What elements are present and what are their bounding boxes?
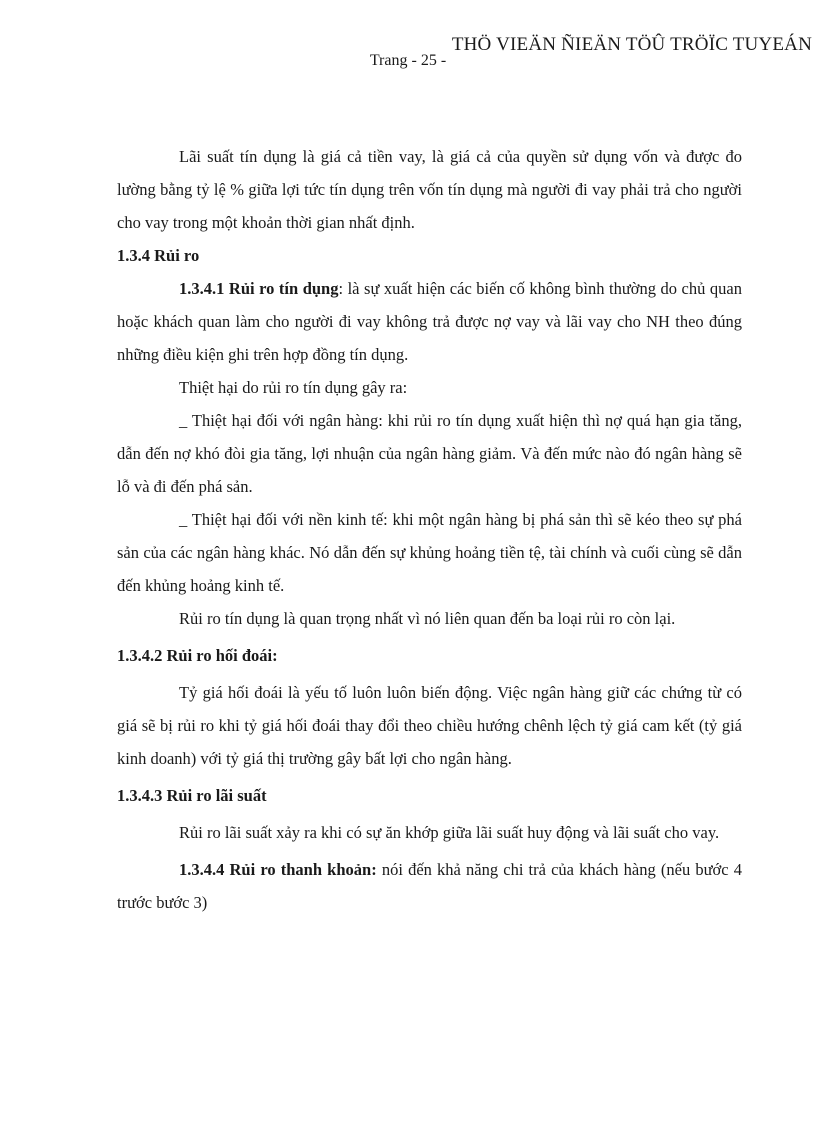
heading-1-3-4-3	[117, 775, 742, 816]
paragraph-interest-risk: Rủi ro lãi suất xảy ra khi có sự ăn khớp giữa lãi suất huy động và lãi suất cho vay.	[179, 823, 720, 842]
site-header: THÖ VIEÄN ÑIEÄN TÖÛ TRÖÏC TUYEÁN	[451, 34, 812, 55]
heading-1-3-4-2	[117, 635, 742, 676]
heading-text: 1.3.4.3 Rủi ro lãi suất	[117, 786, 267, 805]
heading-1-3-4-4: 1.3.4.4 Rủi ro thanh khoản:	[179, 860, 377, 879]
paragraph-fx-risk: Tỷ giá hối đoái là yếu tố luôn luôn biến động. Việc ngân hàng giữ các chứng từ có giá sẽ bị rủi ro khi tỷ giá hối đoái thay đổi theo chiều hướng chênh lệch tỷ giá cam kết (tỷ giá kinh doanh) với tỷ giá thị trường gây bất lợi cho ngân hàng.	[117, 683, 742, 768]
paragraph-credit-importance: Rủi ro tín dụng là quan trọng nhất vì nó liên quan đến ba loại rủi ro còn lại.	[179, 609, 676, 628]
heading-1-3-4-1: 1.3.4.1 Rủi ro tín dụng	[179, 279, 339, 298]
paragraph-economy-damage: _ Thiệt hại đối với nền kinh tế: khi một ngân hàng bị phá sản thì sẽ kéo theo sự phá sản của các ngân hàng khác. Nó dẫn đến sự khủng hoảng tiền tệ, tài chính và cuối cùng sẽ dẫn đến khủng hoảng kinh tế.	[117, 510, 742, 595]
paragraph-damage-intro: Thiệt hại do rủi ro tín dụng gây ra:	[179, 378, 408, 397]
paragraph-credit-risk	[117, 272, 742, 371]
heading-text: 1.3.4.2 Rủi ro hối đoái:	[117, 646, 278, 665]
heading-1-3-4	[117, 239, 742, 272]
liquidity-risk-text: nói đến khả năng chi trả của khách hàng (nếu bước 4 trước bước 3)	[117, 860, 742, 912]
paragraph-liquidity-risk	[117, 849, 742, 919]
heading-text: 1.3.4 Rủi ro	[117, 246, 200, 265]
paragraph-interest-rate: Lãi suất tín dụng là giá cả tiền vay, là giá cả của quyền sử dụng vốn và được đo lường bằng tỷ lệ % giữa lợi tức tín dụng trên vốn tín dụng mà người đi vay phải trả cho người cho vay trong một khoản thời gian nhất định.	[117, 147, 742, 232]
document-body	[117, 140, 742, 919]
page-number: Trang - 25 -	[369, 52, 447, 69]
credit-risk-text: : là sự xuất hiện các biến cố không bình thường do chủ quan hoặc khách quan làm cho người đi vay không trả được nợ vay và lãi vay cho NH theo đúng những điều kiện ghi trên hợp đồng tín dụng.	[117, 279, 742, 364]
paragraph-bank-damage: _ Thiệt hại đối với ngân hàng: khi rủi ro tín dụng xuất hiện thì nợ quá hạn gia tăng, dẫn đến nợ khó đòi gia tăng, lợi nhuận của ngân hàng giảm. Và đến mức nào đó ngân hàng sẽ lỗ và đi đến phá sản.	[117, 411, 742, 496]
